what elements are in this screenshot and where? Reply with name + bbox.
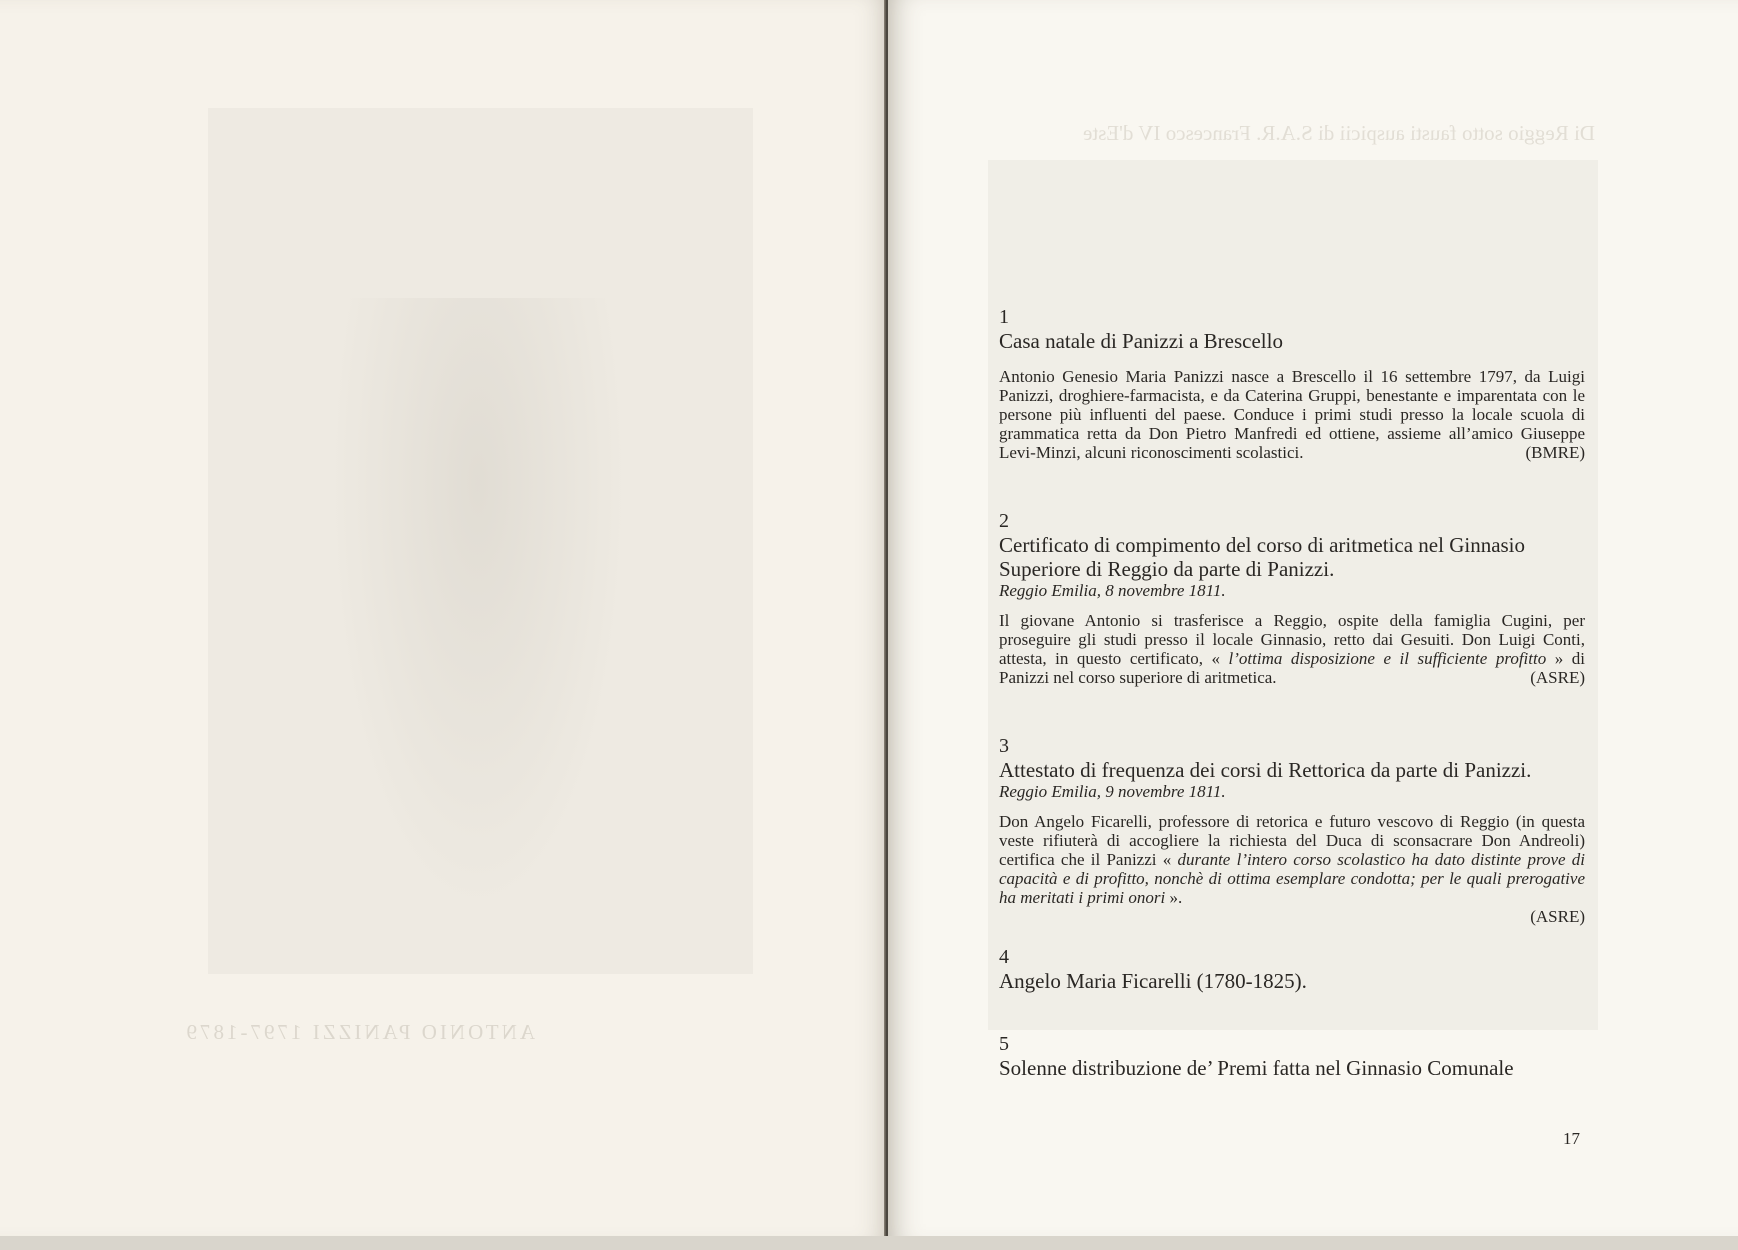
entry-number: 3: [999, 735, 1009, 757]
entry-number: 5: [999, 1033, 1009, 1055]
entry-2: [999, 510, 1585, 687]
entry-date: Reggio Emilia, 8 novembre 1811.: [999, 581, 1226, 600]
entry-number: 4: [999, 946, 1009, 968]
entry-3: [999, 735, 1585, 926]
entry-description: Antonio Genesio Maria Panizzi nasce a Brescello il 16 settembre 1797, da Luigi Panizzi, droghiere-farmacista, e da Caterina Gruppi, benestante e imparentata con le persone più influenti del paese. Conduce i primi studi presso la locale scuola di grammatica retta da Don Pietro Manfredi ed ottiene, assieme all’amico Giuseppe Levi-Minzi, alcuni riconoscimenti scolastici. (BMRE): [999, 367, 1585, 462]
entry-number: 1: [999, 306, 1009, 328]
entry-source: (BMRE): [1525, 443, 1585, 462]
entry-description: Don Angelo Ficarelli, professore di retorica e futuro vescovo di Reggio (in questa veste rifiuterà di accogliere la richiesta del Duca di sconsacrare Don Andreoli) certifica che il Panizzi « durante l’intero corso scolastico ha dato distinte prove di capacità e di profitto, nonchè di ottima esemplare condotta; per le quali prerogative ha meritati i primi onori ».: [999, 812, 1586, 907]
entry-title: Attestato di frequenza dei corsi di Rettorica da parte di Panizzi.: [999, 758, 1532, 782]
entry-description: Il giovane Antonio si trasferisce a Reggio, ospite della famiglia Cugini, per proseguire gli studi presso il locale Ginnasio, retto dai Gesuiti. Don Luigi Conti, attesta, in questo certificato, « l’ottima disposizione e il sufficiente profitto » di Panizzi nel corso superiore di aritmetica. (ASRE): [999, 611, 1585, 687]
portrait-figure: [328, 298, 628, 918]
entry-title: Solenne distribuzione de’ Premi fatta nel Ginnasio Comunale: [999, 1056, 1514, 1080]
entry-1: [999, 306, 1585, 462]
entry-source: (ASRE): [1530, 907, 1585, 926]
page-edge: [0, 1236, 1738, 1250]
entry-number: 2: [999, 510, 1009, 532]
entry-title: Angelo Maria Ficarelli (1780-1825).: [999, 969, 1307, 993]
entry-5: [999, 1033, 1585, 1080]
entry-title: Casa natale di Panizzi a Brescello: [999, 329, 1283, 353]
show-through-text: Di Reggio sotto fausti auspicii di S.A.R. Francesco IV d'Este: [1082, 121, 1595, 145]
catalogue-entries: [999, 306, 1585, 1080]
page-number: 17: [1563, 1129, 1580, 1148]
show-through-caption: ANTONIO PANIZZI 1797-1879: [183, 1020, 535, 1044]
show-through-portrait: [208, 108, 753, 974]
entry-source: (ASRE): [1530, 668, 1585, 687]
entry-4: [999, 946, 1585, 993]
entry-date: Reggio Emilia, 9 novembre 1811.: [999, 782, 1226, 801]
entry-title: Certificato di compimento del corso di aritmetica nel Ginnasio Superiore di Reggio da parte di Panizzi.: [999, 533, 1526, 581]
